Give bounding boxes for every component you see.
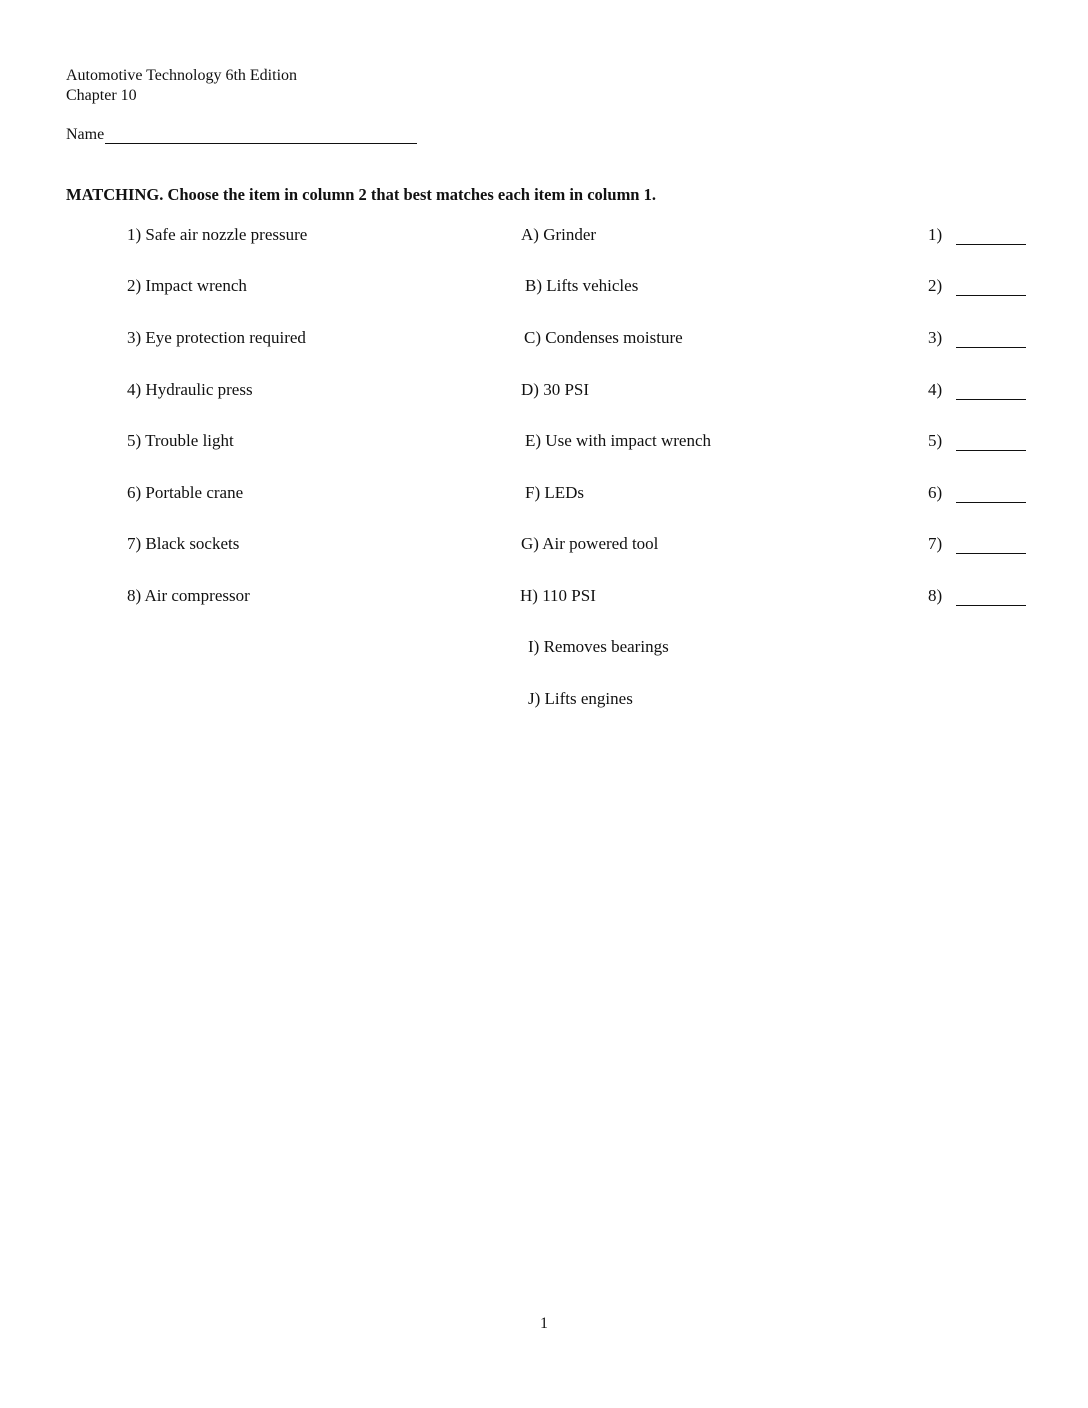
page-number: 1 xyxy=(540,1315,548,1332)
answer-blank[interactable] xyxy=(956,605,1026,606)
column1-item: 8) Air compressor xyxy=(127,586,250,605)
column2-item: I) Removes bearings xyxy=(528,637,669,656)
column2-item: B) Lifts vehicles xyxy=(525,276,639,295)
answer-blank[interactable] xyxy=(956,347,1026,348)
matching-row xyxy=(0,533,1088,557)
column2-item: J) Lifts engines xyxy=(528,689,633,708)
column1-item: 4) Hydraulic press xyxy=(127,380,253,399)
column1-item: 2) Impact wrench xyxy=(127,276,247,295)
column2-item: E) Use with impact wrench xyxy=(525,431,711,450)
answer-number: 3) xyxy=(928,328,943,347)
answer-number: 8) xyxy=(928,586,943,605)
answer-number: 2) xyxy=(928,276,943,295)
answer-blank[interactable] xyxy=(956,399,1026,400)
answer-number: 1) xyxy=(928,225,943,244)
name-blank-line[interactable] xyxy=(105,126,417,144)
matching-row xyxy=(0,688,1088,712)
answer-number: 6) xyxy=(928,483,943,502)
matching-row xyxy=(0,327,1088,351)
name-field xyxy=(66,125,417,144)
book-title: Automotive Technology 6th Edition xyxy=(66,67,298,84)
column2-item: D) 30 PSI xyxy=(521,380,590,399)
column2-item: F) LEDs xyxy=(525,483,585,502)
column1-item: 7) Black sockets xyxy=(127,534,240,553)
matching-row xyxy=(0,585,1088,609)
column2-item: C) Condenses moisture xyxy=(524,328,683,347)
answer-blank[interactable] xyxy=(956,244,1026,245)
matching-row xyxy=(0,224,1088,248)
chapter-label: Chapter 10 xyxy=(66,87,137,104)
answer-blank[interactable] xyxy=(956,295,1026,296)
answer-number: 7) xyxy=(928,534,943,553)
matching-instructions: MATCHING. Choose the item in column 2 that best matches each item in column 1. xyxy=(66,185,656,204)
column2-item: H) 110 PSI xyxy=(520,586,596,605)
answer-blank[interactable] xyxy=(956,553,1026,554)
matching-row xyxy=(0,482,1088,506)
column1-item: 3) Eye protection required xyxy=(127,328,306,347)
matching-row xyxy=(0,636,1088,660)
name-label: Name xyxy=(66,126,105,143)
column1-item: 1) Safe air nozzle pressure xyxy=(127,225,308,244)
column1-item: 6) Portable crane xyxy=(127,483,244,502)
answer-blank[interactable] xyxy=(956,450,1026,451)
answer-blank[interactable] xyxy=(956,502,1026,503)
answer-number: 5) xyxy=(928,431,943,450)
column2-item: A) Grinder xyxy=(521,225,597,244)
answer-number: 4) xyxy=(928,380,943,399)
matching-row xyxy=(0,379,1088,403)
column1-item: 5) Trouble light xyxy=(127,431,234,450)
column2-item: G) Air powered tool xyxy=(521,534,659,553)
matching-row xyxy=(0,430,1088,454)
matching-row xyxy=(0,275,1088,299)
